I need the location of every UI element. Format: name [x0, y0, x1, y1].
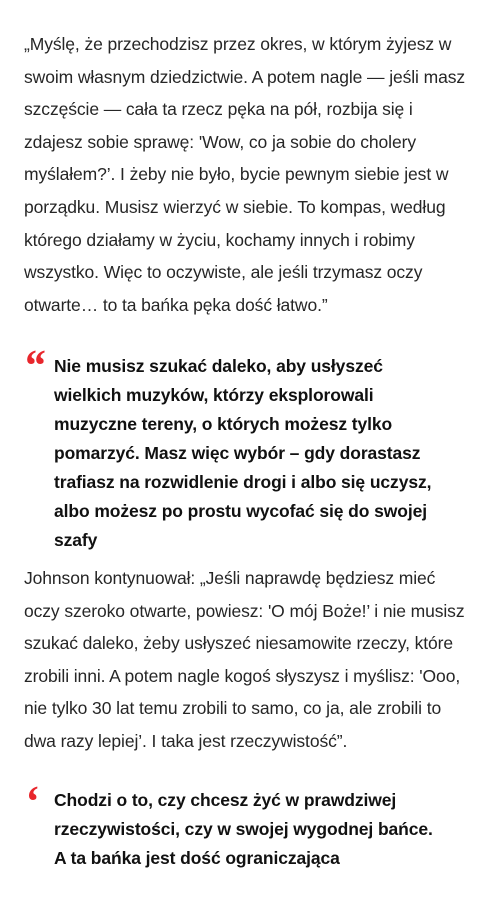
pull-quote-text-2: Chodzi o to, czy chcesz żyć w prawdziwej rzeczywistości, czy w swojej wygodnej bańce. A ta bańka jest dość ograniczająca	[54, 790, 433, 868]
quotation-mark-icon: ‘	[24, 777, 39, 826]
article-paragraph-2: Johnson kontynuował: „Jeśli naprawdę będziesz mieć oczy szeroko otwarte, powiesz: 'O mój Boże!’ i nie musisz szukać daleko, żeby usłyszeć niesamowite rzeczy, które zrobili inni. A potem nagle kogoś słyszysz i myślisz: 'Ooo, nie tylko 30 lat temu zrobili to samo, co ja, ale zrobili to dwa razy lepiej’. I taka jest rzeczywistość”.	[24, 568, 465, 751]
quotation-mark-icon: “	[23, 341, 45, 390]
article-paragraph-1: „Myślę, że przechodzisz przez okres, w którym żyjesz w swoim własnym dziedzictwie. A potem nagle — jeśli masz szczęście — cała ta rzecz pęka na pół, rozbija się i zdajesz sobie sprawę: 'Wow, co ja sobie do cholery myślałem?’. I żeby nie było, bycie pewnym siebie jest w porządku. Musisz wierzyć w siebie. To kompas, według którego działamy w życiu, kochamy innych i robimy wszystko. Więc to oczywiste, ale jeśli trzymasz oczy otwarte… to ta bańka pęka dość łatwo.”	[24, 34, 466, 315]
pull-quote-text-1: Nie musisz szukać daleko, aby usłyszeć wielkich muzyków, którzy eksplorowali muzyczne tereny, o których możesz tylko pomarzyć. Masz więc wybór – gdy dorastasz trafiasz na rozwidlenie drogi i albo się uczysz, albo możesz po prostu wycofać się do swojej szafy	[54, 356, 432, 550]
